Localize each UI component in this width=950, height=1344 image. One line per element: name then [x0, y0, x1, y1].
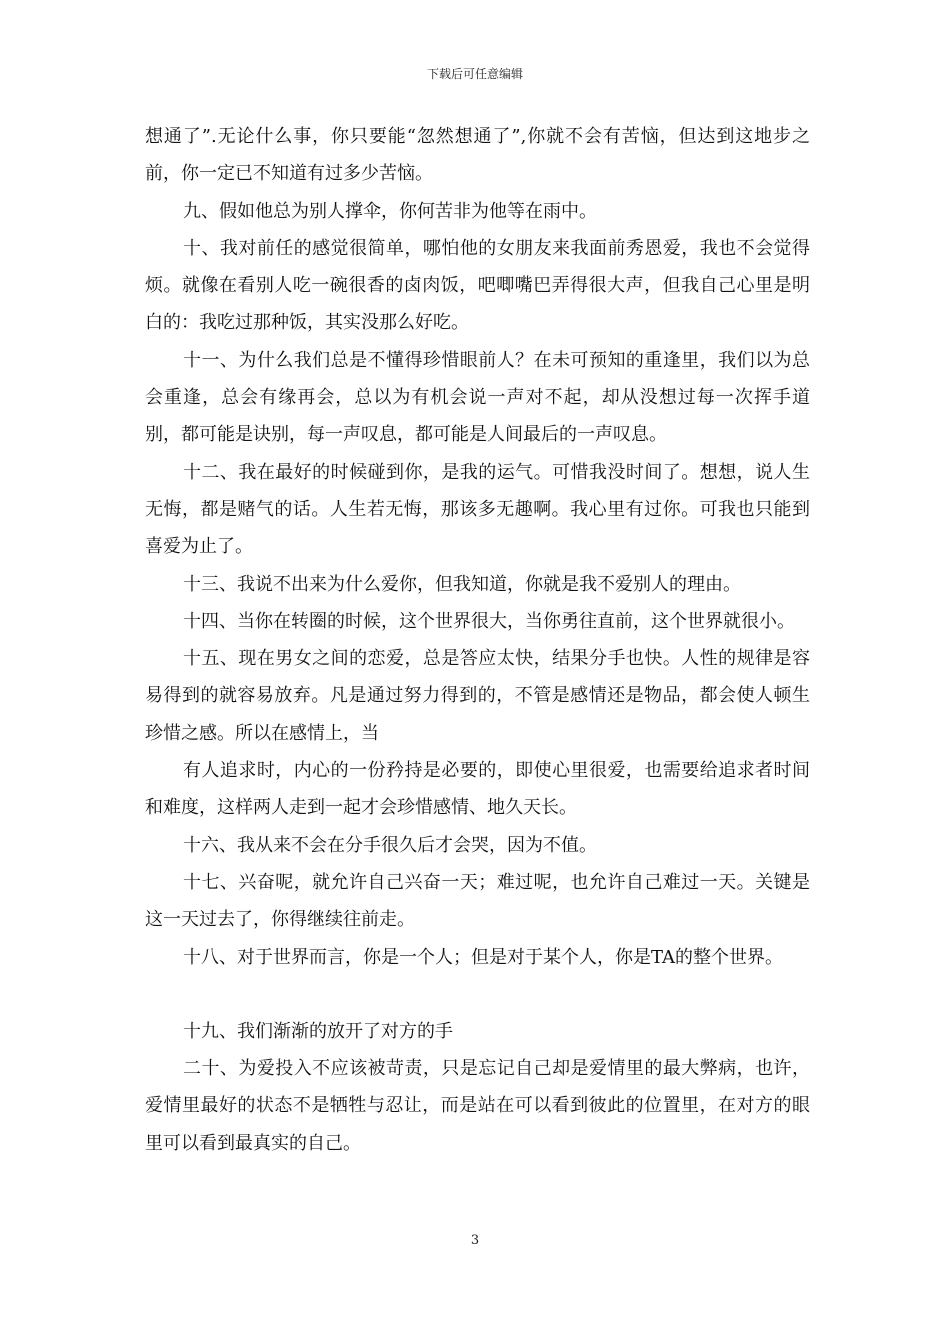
paragraph-19: 十九、我们渐渐的放开了对方的手 [183, 1020, 453, 1042]
paragraph-12: 十二、我在最好的时候碰到你，是我的运气。可惜我没时间了。想想，说人生无悔，都是赌气的话。人生若无悔，那该多无趣啊。我心里有过你。可我也只能到喜爱为止了。 [145, 461, 810, 558]
paragraph-15-continued: 有人追求时，内心的一份矜持是必要的，即使心里很爱，也需要给追求者时间和难度，这样两人走到一起才会珍惜感情、地久天长。 [145, 760, 810, 819]
paragraph-13: 十三、我说不出来为什么爱你，但我知道，你就是我不爱别人的理由。 [183, 573, 741, 595]
paragraph-14: 十四、当你在转圈的时候，这个世界很大，当你勇往直前，这个世界就很小。 [183, 610, 795, 632]
paragraph-18: 十八、对于世界而言，你是一个人；但是对于某个人，你是TA的整个世界。 [183, 946, 784, 968]
paragraph-9: 九、假如他总为别人撑伞，你何苦非为他等在雨中。 [183, 200, 597, 222]
paragraph-17: 十七、兴奋呢，就允许自己兴奋一天；难过呢，也允许自己难过一天。关键是这一天过去了，你得继续往前走。 [145, 871, 810, 931]
paragraph-20: 二十、为爱投入不应该被苛责，只是忘记自己却是爱情里的最大弊病，也许，爱情里最好的状态不是牺牲与忍让，而是站在可以看到彼此的位置里，在对方的眼里可以看到最真实的自己。 [145, 1058, 810, 1154]
document-body [145, 118, 810, 1162]
paragraph-11: 十一、为什么我们总是不懂得珍惜眼前人？在未可预知的重逢里，我们以为总会重逢，总会有缘再会，总以为有机会说一声对不起，却从没想过每一次挥手道别，都可能是诀别，每一声叹息，都可能是人间最后的一声叹息。 [145, 349, 810, 446]
paragraph-16: 十六、我从来不会在分手很久后才会哭，因为不值。 [183, 834, 597, 856]
paragraph-15: 十五、现在男女之间的恋爱，总是答应太快，结果分手也快。人性的规律是容易得到的就容易放弃。凡是通过努力得到的，不管是感情还是物品，都会使人顿生珍惜之感。所以在感情上，当 [145, 648, 810, 744]
paragraph-spacer [145, 976, 810, 1013]
paragraph-continuation: 想通了”.无论什么事，你只要能“忽然想通了”,你就不会有苦恼，但达到这地步之前，你一定已不知道有过多少苦恼。 [145, 126, 810, 185]
page-number: 3 [470, 1233, 480, 1248]
paragraph-10: 十、我对前任的感觉很简单，哪怕他的女朋友来我面前秀恩爱，我也不会觉得烦。就像在看别人吃一碗很香的卤肉饭，吧唧嘴巴弄得很大声，但我自己心里是明白的：我吃过那种饭，其实没那么好吃。 [145, 237, 810, 334]
page-header: 下载后可任意编辑 [426, 67, 523, 81]
